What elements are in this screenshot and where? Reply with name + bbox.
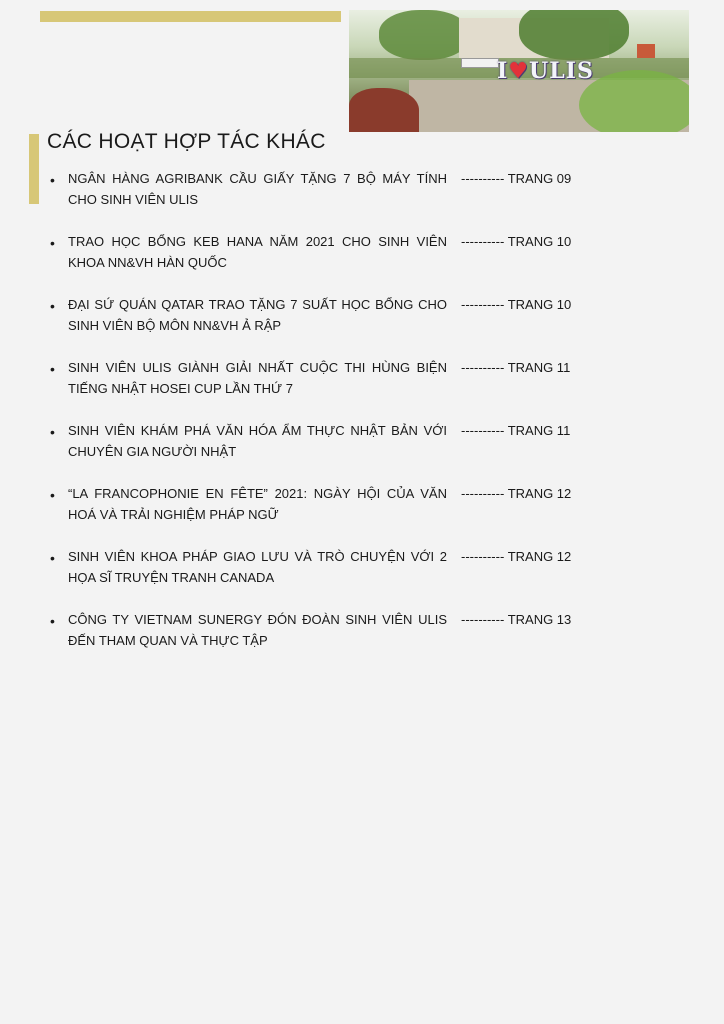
toc-entry[interactable] [50,357,630,420]
toc-entry-title: TRAO HỌC BỔNG KEB HANA NĂM 2021 CHO SINH VIÊN KHOA NN&VH HÀN QUỐC [68,234,447,270]
bullet-icon: • [50,550,55,566]
toc-entry-page [461,357,570,378]
bullet-icon: • [50,172,55,188]
sign-shape [637,44,655,58]
toc-leader: ---------- [461,171,505,186]
campus-photo [349,10,689,132]
logo-letter: I [497,58,509,84]
toc-entry-title: SINH VIÊN ULIS GIÀNH GIẢI NHẤT CUỘC THI HÙNG BIỆN TIẾNG NHẬT HOSEI CUP LẦN THỨ 7 [68,360,447,396]
toc-entry[interactable] [50,294,630,357]
toc-entry[interactable] [50,609,630,672]
toc-entry-page [461,168,571,189]
toc-leader: ---------- [461,612,505,627]
toc-leader: ---------- [461,423,505,438]
toc-page-number: TRANG 11 [507,423,571,438]
toc-entry-title: CÔNG TY VIETNAM SUNERGY ĐÓN ĐOÀN SINH VIÊN ULIS ĐẾN THAM QUAN VÀ THỰC TẬP [68,612,447,648]
toc-page-number: TRANG 10 [507,297,572,312]
toc-entry[interactable] [50,168,630,231]
toc-page-number: TRANG 13 [507,612,572,627]
toc-entry-page [461,420,570,441]
bullet-icon: • [50,613,55,629]
toc-entry-page [461,483,571,504]
bullet-icon: • [50,298,55,314]
toc-leader: ---------- [461,549,505,564]
toc-leader: ---------- [461,297,505,312]
heart-icon: ♥ [508,59,530,84]
toc-entry[interactable] [50,546,630,609]
toc-page-number: TRANG 12 [507,486,572,501]
header-accent-bar [40,11,341,22]
ulis-logo [497,58,594,84]
section-title: CÁC HOẠT HỢP TÁC KHÁC [47,130,326,153]
toc-entry-title: SINH VIÊN KHÁM PHÁ VĂN HÓA ẨM THỰC NHẬT BẢN VỚI CHUYÊN GIA NGƯỜI NHẬT [68,423,447,459]
tree-shape [519,10,629,60]
toc-entry-title: SINH VIÊN KHOA PHÁP GIAO LƯU VÀ TRÒ CHUYỆN VỚI 2 HỌA SĨ TRUYỆN TRANH CANADA [68,549,447,585]
bullet-icon: • [50,235,55,251]
toc-entry-page [461,294,571,315]
toc-entry[interactable] [50,231,630,294]
bullet-icon: • [50,487,55,503]
toc-entry-title: NGÂN HÀNG AGRIBANK CẦU GIẤY TẶNG 7 BỘ MÁY TÍNH CHO SINH VIÊN ULIS [68,171,447,207]
toc-entry[interactable] [50,420,630,483]
toc-leader: ---------- [461,234,505,249]
toc-entry[interactable] [50,483,630,546]
bench-shape [461,58,499,68]
toc-entry-title: ĐẠI SỨ QUÁN QATAR TRAO TẶNG 7 SUẤT HỌC BỔNG CHO SINH VIÊN BỘ MÔN NN&VH Ả RẬP [68,297,447,333]
toc-page-number: TRANG 09 [507,171,572,186]
toc-page-number: TRANG 10 [507,234,572,249]
toc-entry-page [461,546,571,567]
bullet-icon: • [50,361,55,377]
foreground-leaves-shape [579,70,689,132]
red-shrub-shape [349,88,419,132]
section-accent-bar [29,134,39,204]
toc-leader: ---------- [461,486,505,501]
toc-page-number: TRANG 11 [507,360,571,375]
bullet-icon: • [50,424,55,440]
tree-shape [379,10,469,60]
toc-entry-title: “LA FRANCOPHONIE EN FÊTE” 2021: NGÀY HỘI CỦA VĂN HOÁ VÀ TRẢI NGHIỆM PHÁP NGỮ [68,486,447,522]
logo-text: ULIS [529,58,594,84]
toc-leader: ---------- [461,360,505,375]
toc-entry-page [461,609,571,630]
toc-entry-page [461,231,571,252]
table-of-contents [50,168,630,672]
toc-page-number: TRANG 12 [507,549,572,564]
